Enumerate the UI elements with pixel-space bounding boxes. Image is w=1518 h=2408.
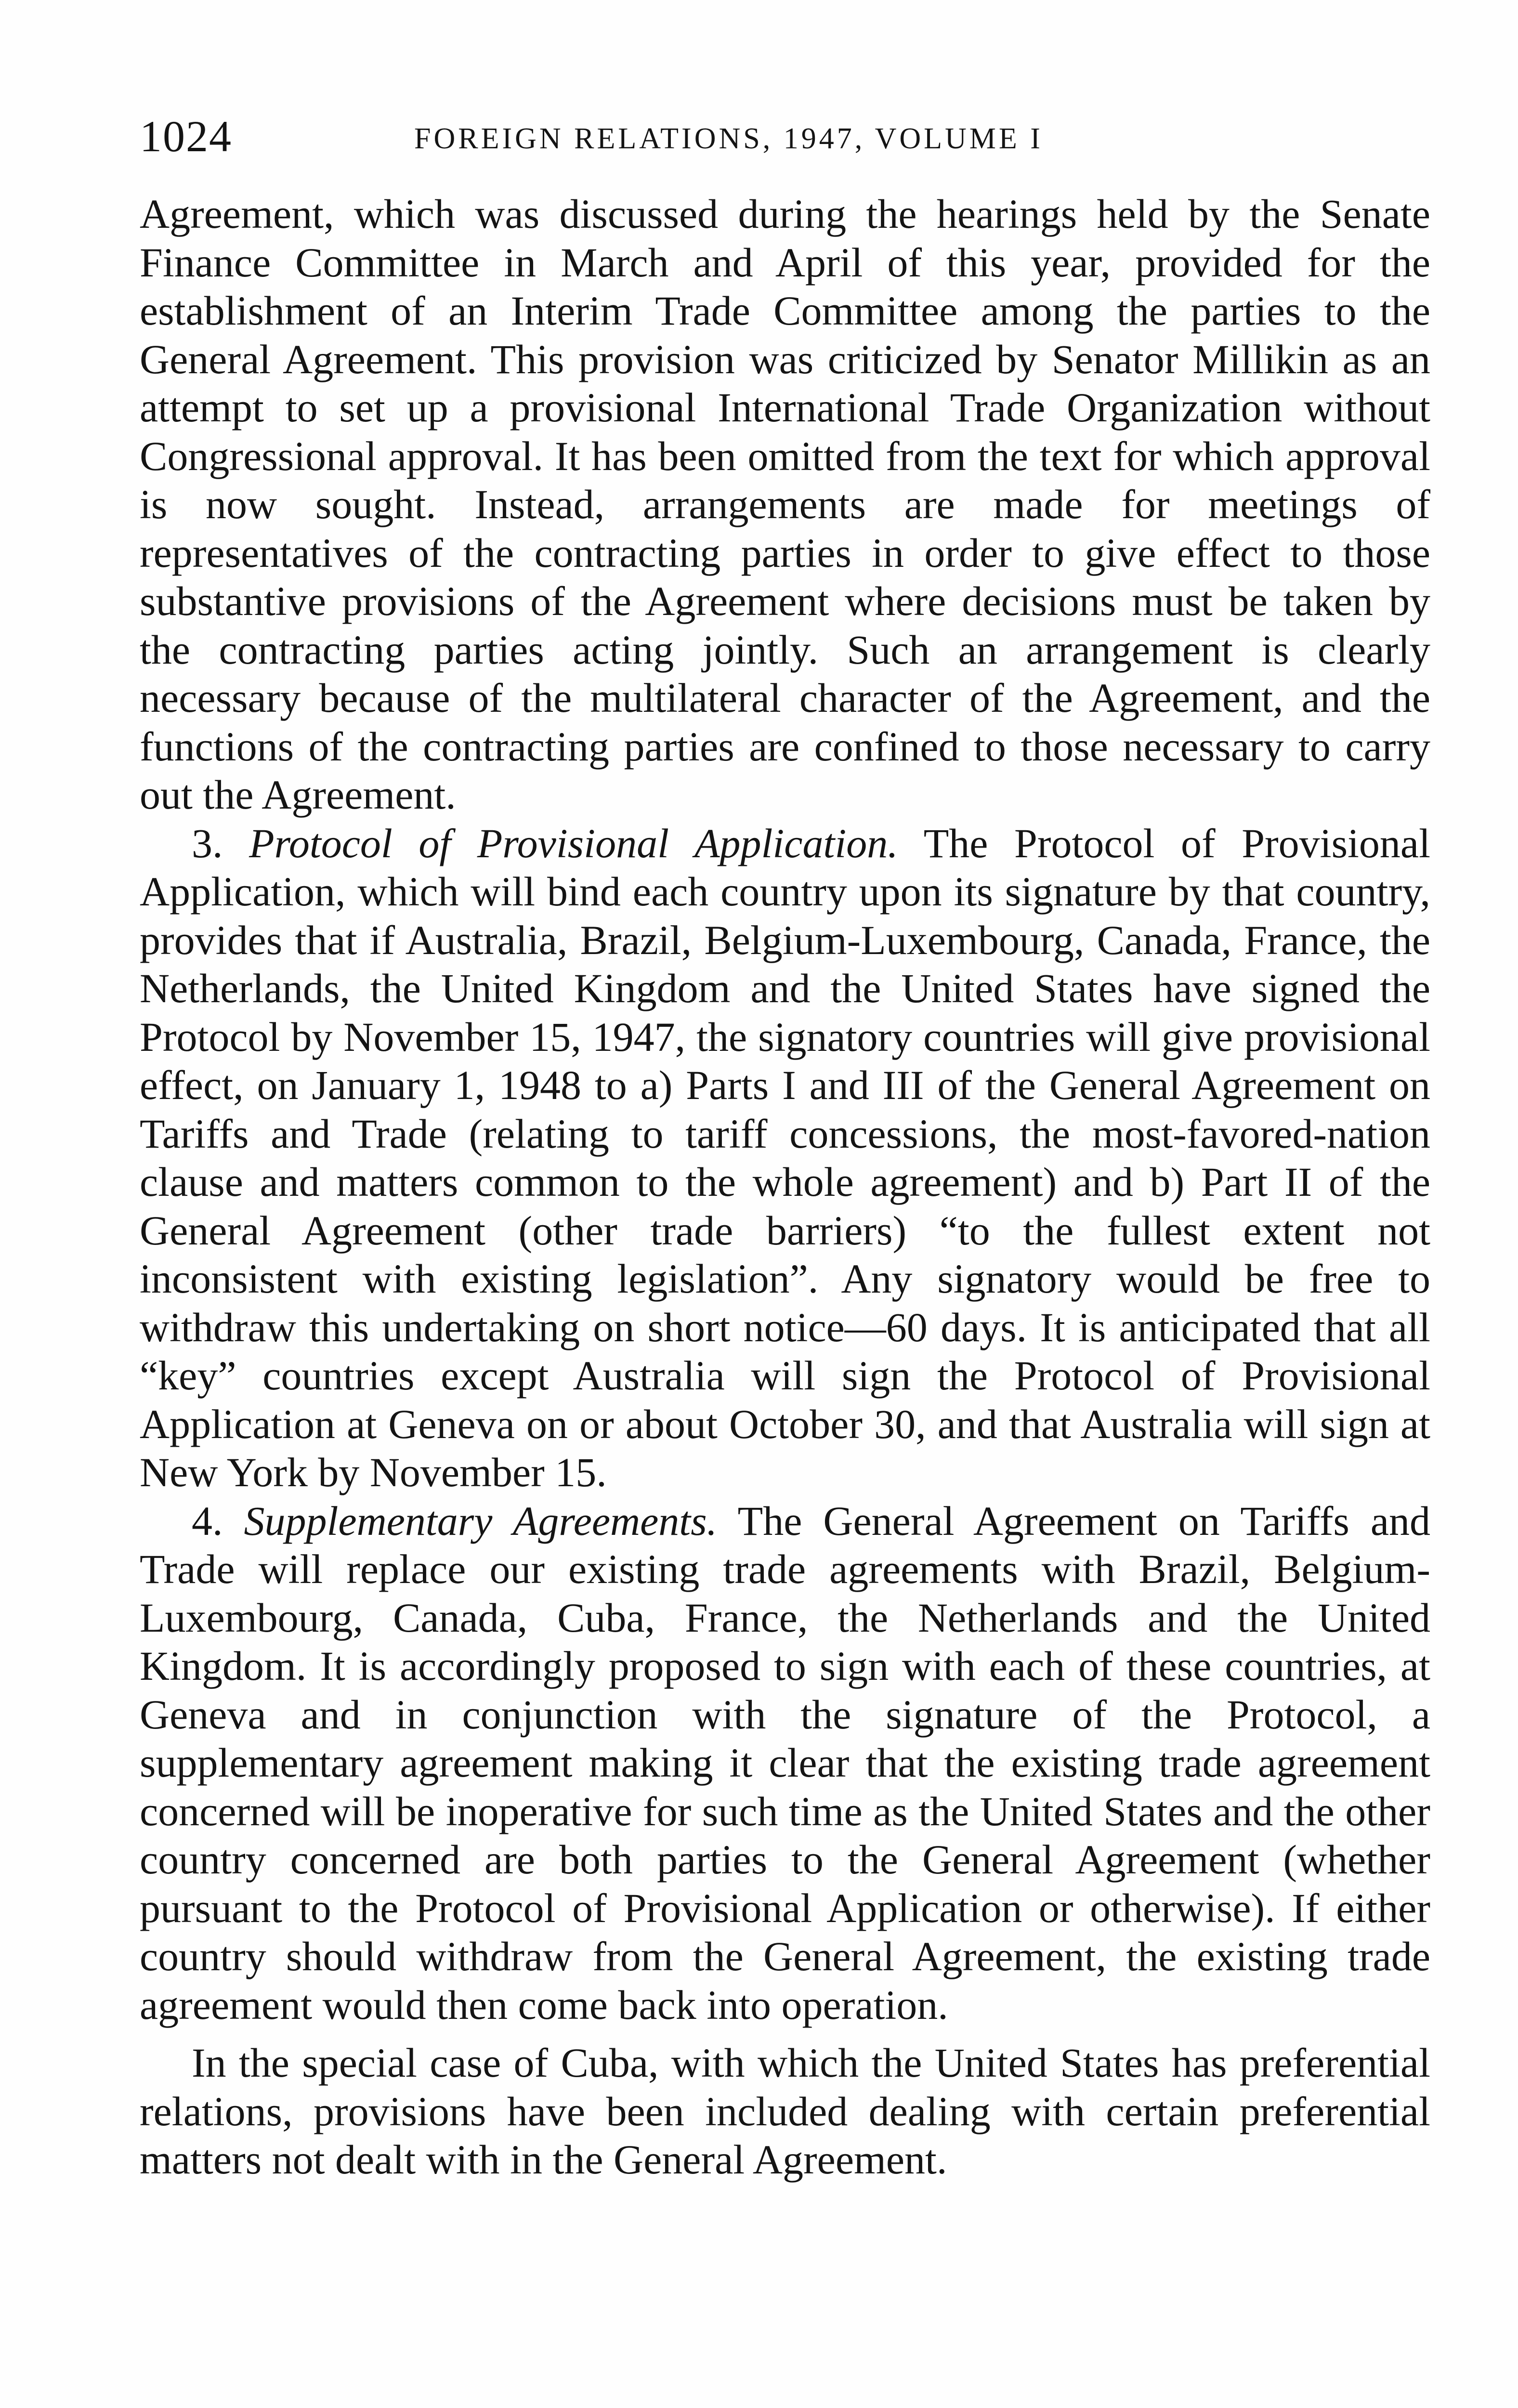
section-number: 4.	[192, 1497, 223, 1544]
body-text	[140, 190, 1430, 2184]
section-number: 3.	[192, 820, 223, 866]
paragraph-text: In the special case of Cuba, with which the United States has preferential relations, provisions have been included dealing with certain preferential matters not dealt with in the General Agreement.	[140, 2040, 1430, 2183]
paragraph-text: The Protocol of Provisional Application, which will bind each country upon its signature by that country, provides that if Australia, Brazil, Belgium-Luxembourg, Canada, France, the Netherlands, the United Kingdom and the United States have signed the Protocol by November 15, 1947, the signatory countries will give provisional effect, on January 1, 1948 to a) Parts I and III of the General Agreement on Tariffs and Trade (relating to tariff concessions, the most-favored-nation clause and matters common to the whole agreement) and b) Part II of the General Agreement (other trade barriers) “to the fullest extent not inconsistent with existing legislation”. Any signatory would be free to withdraw this undertaking on short notice—60 days. It is anticipated that all “key” countries except Australia will sign the Protocol of Provisional Application at Geneva on or about October 30, and that Australia will sign at New York by November 15.	[140, 820, 1430, 1495]
page-header	[140, 110, 1430, 163]
page-number: 1024	[140, 112, 232, 161]
paragraph-supplementary	[140, 1497, 1430, 2029]
paragraph-continuation	[140, 190, 1430, 819]
section-title: Supplementary Agreements.	[244, 1497, 718, 1544]
paragraph-cuba	[140, 2039, 1430, 2184]
paragraph-text: The General Agreement on Tariffs and Trade will replace our existing trade agreements with Brazil, Belgium-Luxembourg, Canada, Cuba, France, the Netherlands and the United Kingdom. It is accordingly proposed to sign with each of these countries, at Geneva and in conjunction with the signature of the Protocol, a supplementary agreement making it clear that the existing trade agreement concerned will be inoperative for such time as the United States and the other country concerned are both parties to the General Agreement (whether pursuant to the Protocol of Provisional Application or otherwise). If either country should withdraw from the General Agreement, the existing trade agreement would then come back into operation.	[140, 1497, 1430, 2028]
running-head: FOREIGN RELATIONS, 1947, VOLUME I	[414, 122, 1043, 155]
paragraph-protocol	[140, 819, 1430, 1497]
paragraph-text: Agreement, which was discussed during the hearings held by the Senate Finance Committee in March and April of this year, provided for the establishment of an Interim Trade Committee among the parties to the General Agreement. This provision was criticized by Senator Millikin as an attempt to set up a provisional International Trade Organization without Congressional approval. It has been omitted from the text for which approval is now sought. Instead, arrangements are made for meetings of representatives of the contracting parties in order to give effect to those substantive provisions of the Agreement where decisions must be taken by the contracting parties acting jointly. Such an arrangement is clearly necessary because of the multilateral character of the Agreement, and the functions of the contracting parties are confined to those necessary to carry out the Agreement.	[140, 191, 1430, 818]
section-title: Protocol of Provisional Application.	[249, 820, 898, 866]
